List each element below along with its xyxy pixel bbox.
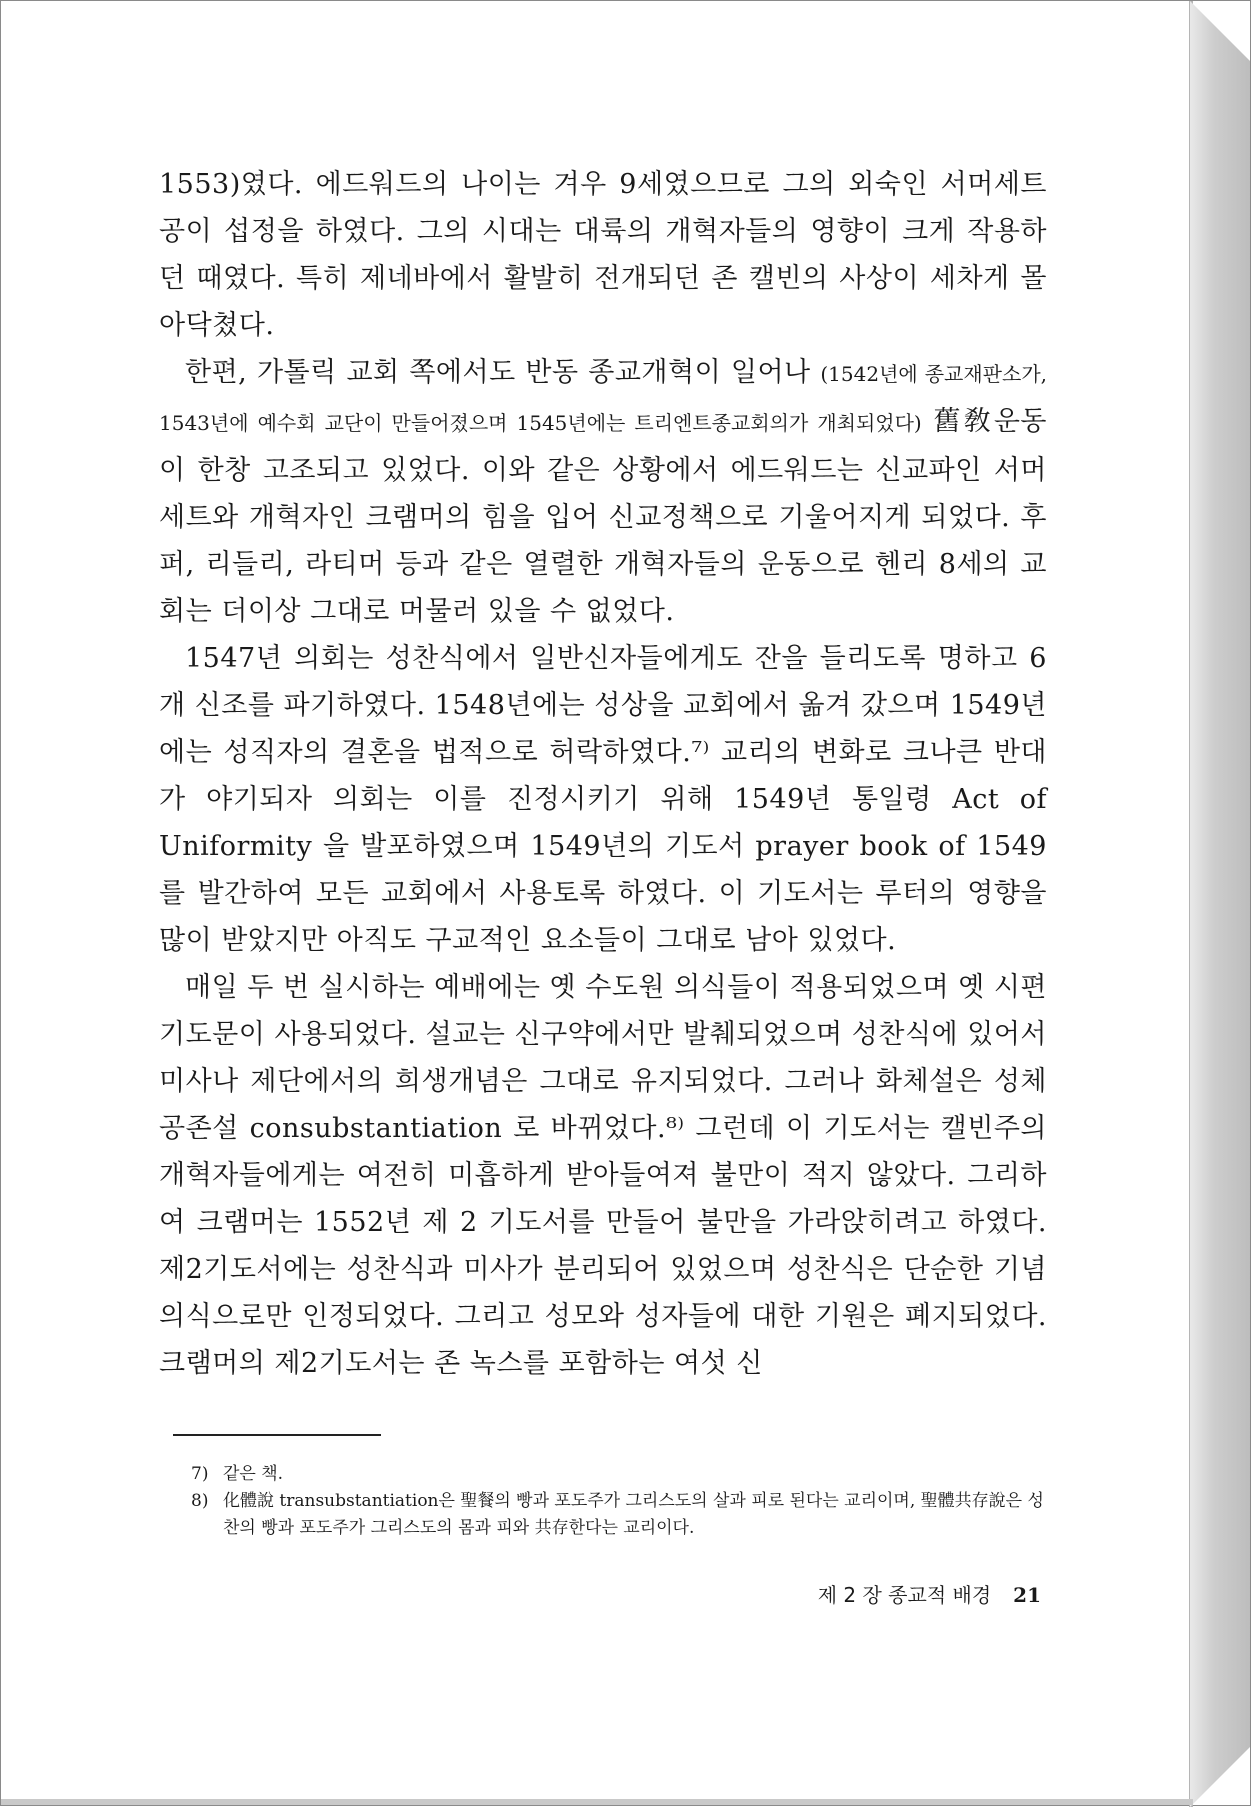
footnote-number: 7) bbox=[191, 1464, 209, 1484]
paragraph-text: 1547년 의회는 성찬식에서 일반신자들에게도 잔을 들리도록 명하고 6개 신조를 파기하였다. 1548년에는 성상을 교회에서 옮겨 갔으며 1549년에는 성직자의 결혼을 법적으로 허락하였다.⁷⁾ 교리의 변화로 크나큰 반대가 야기되자 의회는 이를 진정시키기 위해 1549년 통일령 Act of Uniformity 을 발포하였으며 1549년의 기도서 prayer book of 1549를 발간하여 모든 교회에서 사용토록 하였다. 이 기도서는 루터의 영향을 많이 받았지만 아직도 구교적인 요소들이 그대로 남아 있었다. bbox=[159, 643, 1047, 956]
page-number: 21 bbox=[1013, 1583, 1041, 1607]
chapter-title: 제 2 장 종교적 배경 bbox=[817, 1583, 992, 1607]
footnotes bbox=[191, 1461, 1059, 1542]
parenthetical-note: (1542년에 종교재판소가, 1543년에 예수회 교단이 만들어졌으며 1545년에는 트리엔트종교회의가 개최되었다) bbox=[159, 362, 1047, 435]
bottom-edge-shadow bbox=[1, 1799, 1193, 1805]
paragraph-text: 1553)였다. 에드워드의 나이는 겨우 9세였으므로 그의 외숙인 서머세트 공이 섭정을 하였다. 그의 시대는 대륙의 개혁자들의 영향이 크게 작용하던 때였다. 특히 제네바에서 활발히 전개되던 존 캘빈의 사상이 세차게 몰아닥쳤다. bbox=[159, 169, 1047, 341]
paragraph-text: 舊敎운동이 한창 고조되고 있었다. 이와 같은 상황에서 에드워드는 신교파인 서머세트와 개혁자인 크램머의 힘을 입어 신교정책으로 기울어지게 되었다. 후퍼, 리들리, 라티머 등과 같은 열렬한 개혁자들의 운동으로 헨리 8세의 교회는 더이상 그대로 머물러 있을 수 없었다. bbox=[159, 406, 1047, 627]
book-spine-shadow bbox=[1190, 1, 1250, 1807]
footnote-7 bbox=[191, 1461, 1059, 1488]
body-text bbox=[159, 161, 1047, 1387]
paragraph-2 bbox=[159, 349, 1047, 635]
footnote-number: 8) bbox=[191, 1491, 209, 1511]
paragraph-4 bbox=[159, 964, 1047, 1387]
running-footer bbox=[741, 1579, 1041, 1608]
paragraph-3 bbox=[159, 635, 1047, 964]
paragraph-1 bbox=[159, 161, 1047, 349]
footnote-text: 化體說 transubstantiation은 聖餐의 빵과 포도주가 그리스도의 살과 피로 된다는 교리이며, 聖體共存說은 성찬의 빵과 포도주가 그리스도의 몸과 피와 共存한다는 교리이다. bbox=[223, 1491, 1044, 1538]
footnote-text: 같은 책. bbox=[223, 1464, 284, 1484]
footnote-8 bbox=[191, 1488, 1059, 1542]
footnote-divider bbox=[173, 1434, 381, 1436]
paragraph-text: 매일 두 번 실시하는 예배에는 옛 수도원 의식들이 적용되었으며 옛 시편 기도문이 사용되었다. 설교는 신구약에서만 발췌되었으며 성찬식에 있어서 미사나 제단에서의 희생개념은 그대로 유지되었다. 그러나 화체설은 성체공존설 consubstantiation 로 바뀌었다.⁸⁾ 그런데 이 기도서는 캘빈주의 개혁자들에게는 여전히 미흡하게 받아들여져 불만이 적지 않았다. 그리하여 크램머는 1552년 제 2 기도서를 만들어 불만을 가라앉히려고 하였다. 제2기도서에는 성찬식과 미사가 분리되어 있었으며 성찬식은 단순한 기념 의식으로만 인정되었다. 그리고 성모와 성자들에 대한 기원은 폐지되었다. 크램머의 제2기도서는 존 녹스를 포함하는 여섯 신 bbox=[159, 972, 1047, 1379]
paragraph-text: 한편, 가톨릭 교회 쪽에서도 반동 종교개혁이 일어나 bbox=[185, 357, 821, 388]
